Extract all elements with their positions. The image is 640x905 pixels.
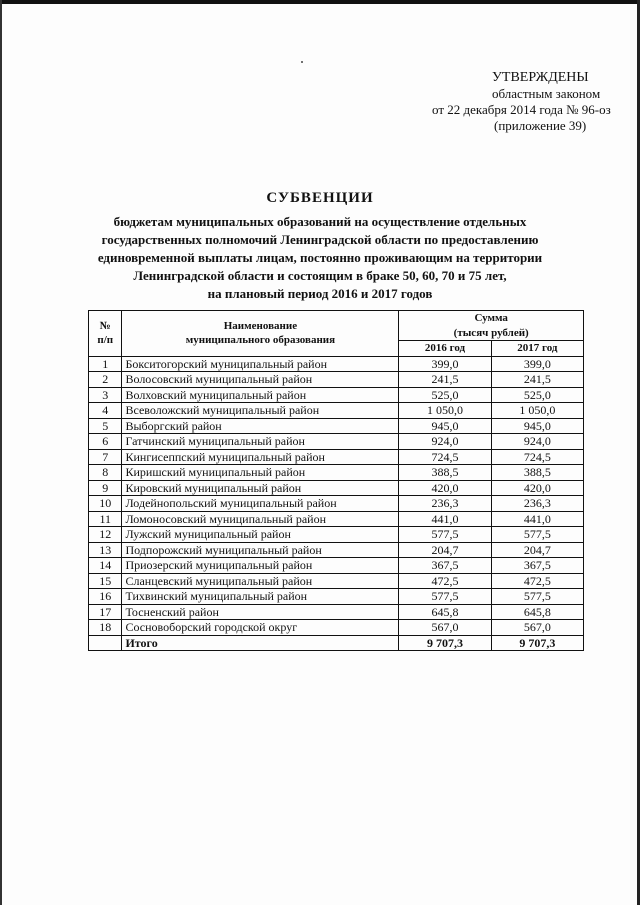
title-line: Ленинградской области и состоящим в браке 50, 60, 70 и 75 лет, (133, 268, 507, 283)
row-2016: 724,5 (399, 449, 491, 465)
table-row (89, 604, 584, 620)
row-number: 13 (89, 542, 122, 558)
row-number: 4 (89, 403, 122, 419)
table-row (89, 449, 584, 465)
row-2017: 399,0 (491, 356, 583, 372)
row-municipality: Сланцевский муниципальный район (122, 573, 399, 589)
row-2016: 577,5 (399, 589, 491, 605)
row-2017: 645,8 (491, 604, 583, 620)
row-number: 6 (89, 434, 122, 450)
row-number: 1 (89, 356, 122, 372)
row-number: 16 (89, 589, 122, 605)
table-row (89, 620, 584, 636)
row-number: 3 (89, 387, 122, 403)
title-line: государственных полномочий Ленинградской области по предоставлению (101, 232, 539, 247)
approval-stamp (420, 70, 620, 134)
row-number: 5 (89, 418, 122, 434)
table-row (89, 542, 584, 558)
table-row (89, 403, 584, 419)
row-municipality: Тихвинский муниципальный район (122, 589, 399, 605)
header-year-2016: 2016 год (399, 341, 491, 357)
total-2016: 9 707,3 (399, 635, 491, 651)
row-number: 12 (89, 527, 122, 543)
row-2017: 1 050,0 (491, 403, 583, 419)
title-main: СУБВЕНЦИИ (266, 190, 374, 206)
table-row (89, 387, 584, 403)
table-row (89, 511, 584, 527)
row-municipality: Всеволожский муниципальный район (122, 403, 399, 419)
row-municipality: Гатчинский муниципальный район (122, 434, 399, 450)
row-municipality: Кировский муниципальный район (122, 480, 399, 496)
row-municipality: Сосновоборский городской округ (122, 620, 399, 636)
row-2017: 945,0 (491, 418, 583, 434)
row-2016: 399,0 (399, 356, 491, 372)
table-row (89, 480, 584, 496)
row-municipality: Волховский муниципальный район (122, 387, 399, 403)
row-2017: 924,0 (491, 434, 583, 450)
row-municipality: Киришский муниципальный район (122, 465, 399, 481)
row-2016: 525,0 (399, 387, 491, 403)
total-row (89, 635, 584, 651)
page-edge-top (0, 0, 640, 4)
row-municipality: Подпорожский муниципальный район (122, 542, 399, 558)
total-number-cell (89, 635, 122, 651)
row-2017: 367,5 (491, 558, 583, 574)
approval-date: от 22 декабря 2014 года № 96-оз (432, 102, 611, 117)
row-2017: 472,5 (491, 573, 583, 589)
row-2016: 367,5 (399, 558, 491, 574)
total-label: Итого (122, 635, 399, 651)
scan-speck (301, 61, 303, 63)
row-2016: 236,3 (399, 496, 491, 512)
row-2017: 420,0 (491, 480, 583, 496)
row-municipality: Выборгский район (122, 418, 399, 434)
approval-heading: УТВЕРЖДЕНЫ (492, 70, 589, 85)
row-number: 2 (89, 372, 122, 388)
row-municipality: Приозерский муниципальный район (122, 558, 399, 574)
row-2016: 472,5 (399, 573, 491, 589)
row-municipality: Волосовский муниципальный район (122, 372, 399, 388)
row-2017: 204,7 (491, 542, 583, 558)
row-2017: 236,3 (491, 496, 583, 512)
table-row (89, 558, 584, 574)
row-2016: 241,5 (399, 372, 491, 388)
table-row (89, 527, 584, 543)
row-municipality: Лужский муниципальный район (122, 527, 399, 543)
title-line: единовременной выплаты лицам, постоянно проживающим на территории (97, 250, 543, 265)
row-2016: 1 050,0 (399, 403, 491, 419)
table-row (89, 573, 584, 589)
row-municipality: Кингисеппский муниципальный район (122, 449, 399, 465)
row-2017: 577,5 (491, 527, 583, 543)
row-number: 18 (89, 620, 122, 636)
approval-appendix: (приложение 39) (494, 118, 587, 133)
table-row (89, 434, 584, 450)
row-municipality: Бокситогорский муниципальный район (122, 356, 399, 372)
row-municipality: Лодейнопольский муниципальный район (122, 496, 399, 512)
row-2017: 441,0 (491, 511, 583, 527)
row-2016: 441,0 (399, 511, 491, 527)
row-number: 14 (89, 558, 122, 574)
subventions-table (88, 310, 584, 651)
approval-law: областным законом (492, 86, 601, 101)
row-2016: 577,5 (399, 527, 491, 543)
table-row (89, 496, 584, 512)
row-municipality: Ломоносовский муниципальный район (122, 511, 399, 527)
table-row (89, 465, 584, 481)
row-2017: 388,5 (491, 465, 583, 481)
row-2016: 567,0 (399, 620, 491, 636)
row-2016: 420,0 (399, 480, 491, 496)
row-number: 10 (89, 496, 122, 512)
table-row (89, 418, 584, 434)
table-row (89, 589, 584, 605)
row-number: 15 (89, 573, 122, 589)
page-edge-left (0, 0, 2, 905)
header-number: № п/п (89, 311, 122, 357)
row-2017: 724,5 (491, 449, 583, 465)
row-2017: 525,0 (491, 387, 583, 403)
row-number: 17 (89, 604, 122, 620)
row-2017: 577,5 (491, 589, 583, 605)
header-municipality: Наименование муниципального образования (122, 311, 399, 357)
row-2016: 388,5 (399, 465, 491, 481)
header-year-2017: 2017 год (491, 341, 583, 357)
row-2016: 924,0 (399, 434, 491, 450)
header-sum: Сумма (тысяч рублей) (399, 311, 584, 341)
row-2016: 645,8 (399, 604, 491, 620)
total-2017: 9 707,3 (491, 635, 583, 651)
document-title (60, 190, 580, 303)
row-2017: 241,5 (491, 372, 583, 388)
row-number: 8 (89, 465, 122, 481)
table-row (89, 356, 584, 372)
table-row (89, 372, 584, 388)
row-2017: 567,0 (491, 620, 583, 636)
row-2016: 204,7 (399, 542, 491, 558)
row-2016: 945,0 (399, 418, 491, 434)
title-line: на плановый период 2016 и 2017 годов (207, 286, 433, 301)
row-number: 9 (89, 480, 122, 496)
row-number: 7 (89, 449, 122, 465)
row-municipality: Тосненский район (122, 604, 399, 620)
title-line: бюджетам муниципальных образований на осуществление отдельных (113, 214, 527, 229)
row-number: 11 (89, 511, 122, 527)
